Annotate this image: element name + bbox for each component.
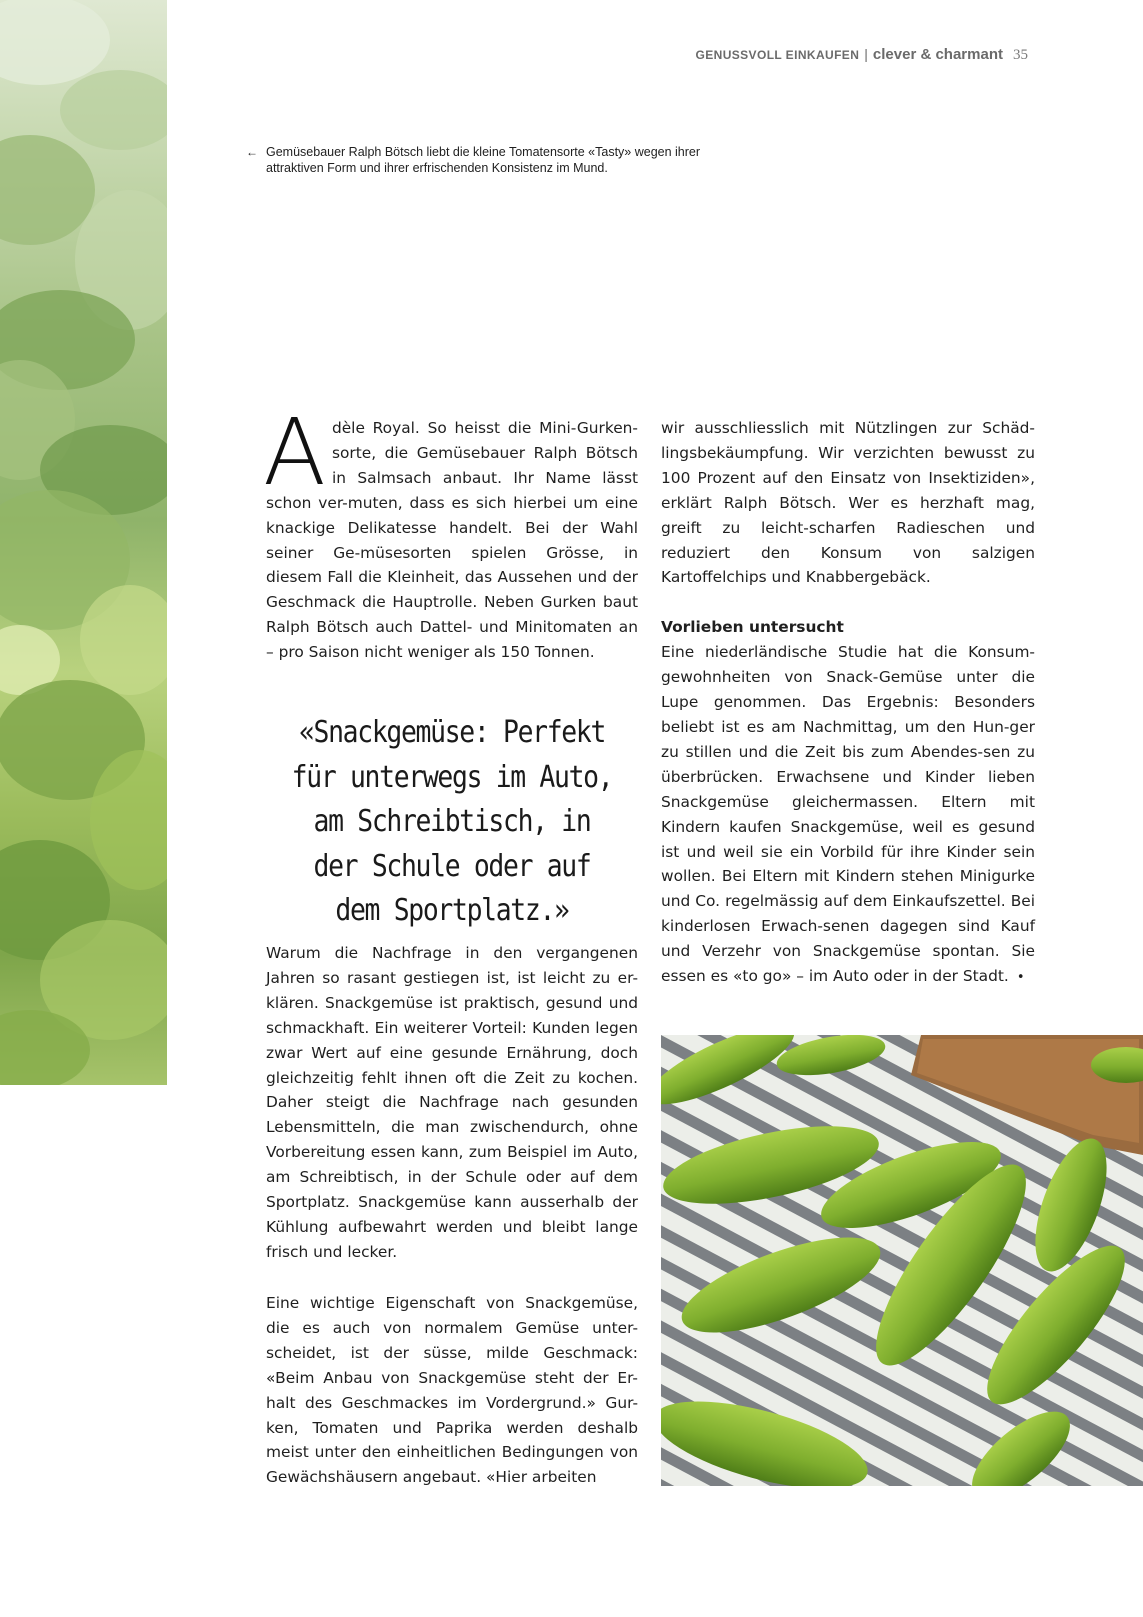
section-title: GENUSSVOLL EINKAUFEN [695,48,860,62]
body-paragraph [266,941,638,1265]
magazine-title: clever & charmant [872,46,1003,63]
body-paragraph [266,1291,638,1490]
pull-quote: «Snackgemüse: Perfekt für unterwegs im Auto, am Schreibtisch, in der Schule oder auf dem Sportplatz.» [291,715,613,928]
page-number: 35 [1013,47,1028,63]
header-separator: | [864,46,868,62]
arrow-left-icon: ← [246,145,258,159]
leaves-photo [0,0,167,1085]
paragraph-4: wir ausschliesslich mit Nützlingen zur Schäd-lingsbekäumpfung. Wir verzichten bewusst zu 100 Prozent auf den Einsatz von Insektiziden», erklärt Ralph Bötsch. Wer es herzhaft mag, greift zu leicht-scharfen Radieschen und reduziert den Konsum von salzigen Kartoffelchips und Knabbergebäck. [661,419,1035,587]
end-mark: • [1016,970,1025,986]
drop-cap: A [263,399,326,506]
running-header [695,46,1028,64]
intro-text: dèle Royal. So heisst die Mini-Gurken-sorte, die Gemüsebauer Ralph Bötsch in Salmsach anbaut. Ihr Name lässt schon ver-muten, dass es sich hierbei um eine knackige Delikatesse handelt. Bei der Wahl seiner Ge-müsesorten spielen Grösse, in diesem Fall die Kleinheit, das Aussehen und der Geschmack die Hauptrolle. Neben Gurken baut Ralph Bötsch auch Dattel- und Minitomaten an – pro Saison nicht weniger als 150 Tonnen. [266,419,638,662]
paragraph-2: Warum die Nachfrage in den vergangenen Jahren so rasant gestiegen ist, ist leicht zu er-klären. Snackgemüse ist praktisch, gesund und schmackhaft. Ein weiterer Vorteil: Kunden legen zwar Wert auf eine gesunde Ernährung, doch gleichzeitig fehlt ihnen oft die Zeit zu kochen. Daher steigt die Nachfrage nach gesunden Lebensmitteln, die man zwischendurch, ohne Vorbereitung essen kann, zum Beispiel im Auto, am Schreibtisch, in der Schule oder auf dem Sportplatz. Snackgemüse kann ausserhalb der Kühlung aufbewahrt werden und bleibt lange frisch und lecker. [266,944,638,1261]
caption-text: Gemüsebauer Ralph Bötsch liebt die kleine Tomatensorte «Tasty» wegen ihrer attraktiven Form und ihrer erfrischenden Konsistenz im Mund. [266,145,701,175]
paragraph-5 [661,640,1035,991]
photo-caption [246,144,726,176]
paragraph-5-text: Eine niederländische Studie hat die Konsum-gewohnheiten von Snack-Gemüse unter die Lupe genommen. Das Ergebnis: Besonders beliebt ist es am Nachmittag, um den Hun-ger zu stillen und die Zeit bis zum Abendes-sen zu überbrücken. Erwachsene und Kinder lieben Snackgemüse gleichermassen. Eltern mit Kindern kaufen Snackgemüse, weil es gesund ist und weil sie ein Vorbild für ihre Kinder sein wollen. Bei Eltern mit Kindern stehen Minigurke und Co. regelmässig auf dem Einkaufszettel. Bei kinderlosen Erwach-senen dagegen sind Kauf und Verzehr von Snackgemüse spontan. Sie essen es «to go» – im Auto oder in der Stadt. [661,643,1035,986]
right-column [661,416,1035,991]
subheading: Vorlieben untersucht [661,618,844,637]
cucumbers-photo [661,1035,1143,1486]
paragraph-3: Eine wichtige Eigenschaft von Snackgemüse, die es auch von normalem Gemüse unter-scheidet, ist der süsse, milde Geschmack: «Beim Anbau von Snackgemüse steht der Er-halt des Geschmackes im Vordergrund.» Gur-ken, Tomaten und Paprika werden deshalb meist unter den einheitlichen Bedingungen von Gewächshäusern angebaut. «Hier arbeiten [266,1294,638,1487]
intro-paragraph [263,399,638,665]
